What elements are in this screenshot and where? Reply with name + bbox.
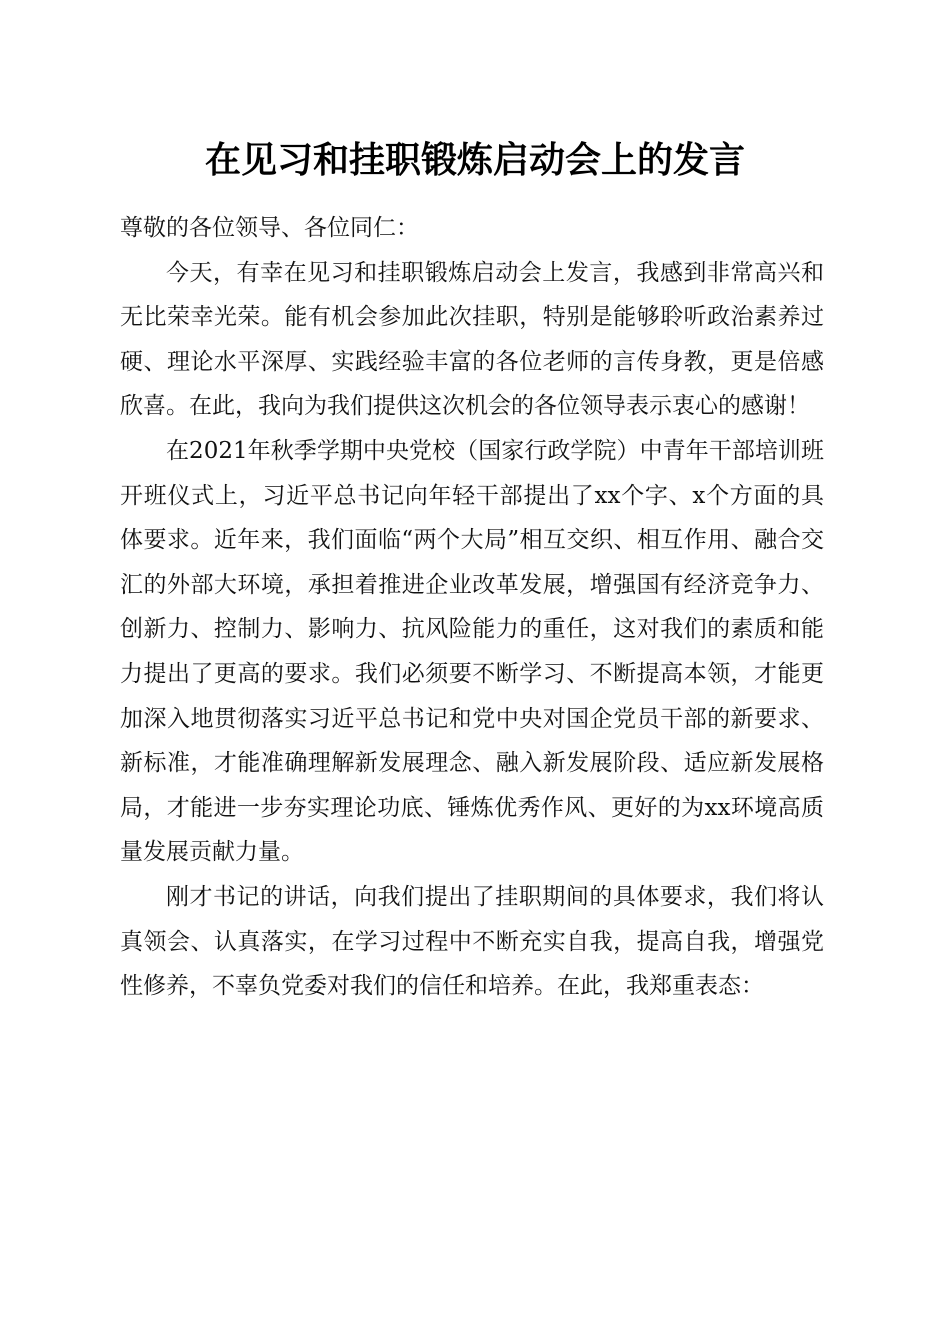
paragraph-requirements: 在2021年秋季学期中央党校（国家行政学院）中青年干部培训班开班仪式上，习近平总书记向年轻干部提出了xx个字、x个方面的具体要求。近年来，我们面临“两个大局”相互交织、相互作用、融合交汇的外部大环境，承担着推进企业改革发展，增强国有经济竞争力、创新力、控制力、影响力、抗风险能力的重任，这对我们的素质和能力提出了更高的要求。我们必须要不断学习、不断提高本领，才能更加深入地贯彻落实习近平总书记和党中央对国企党员干部的新要求、新标准，才能准确理解新发展理念、融入新发展阶段、适应新发展格局，才能进一步夯实理论功底、锤炼优秀作风、更好的为xx环境高质量发展贡献力量。 bbox=[120, 437, 824, 866]
salutation: 尊敬的各位领导、各位同仁： bbox=[120, 215, 419, 241]
paragraph-pledge: 刚才书记的讲话，向我们提出了挂职期间的具体要求，我们将认真领会、认真落实，在学习过程中不断充实自我，提高自我，增强党性修养，不辜负党委对我们的信任和培养。在此，我郑重表态： bbox=[120, 883, 824, 1000]
document-body bbox=[120, 206, 824, 1009]
paragraph-opening: 今天，有幸在见习和挂职锻炼启动会上发言，我感到非常高兴和无比荣幸光荣。能有机会参加此次挂职，特别是能够聆听政治素养过硬、理论水平深厚、实践经验丰富的各位老师的言传身教，更是倍感欣喜。在此，我向为我们提供这次机会的各位领导表示衷心的感谢！ bbox=[120, 259, 824, 420]
document-title: 在见习和挂职锻炼启动会上的发言 bbox=[204, 139, 745, 181]
